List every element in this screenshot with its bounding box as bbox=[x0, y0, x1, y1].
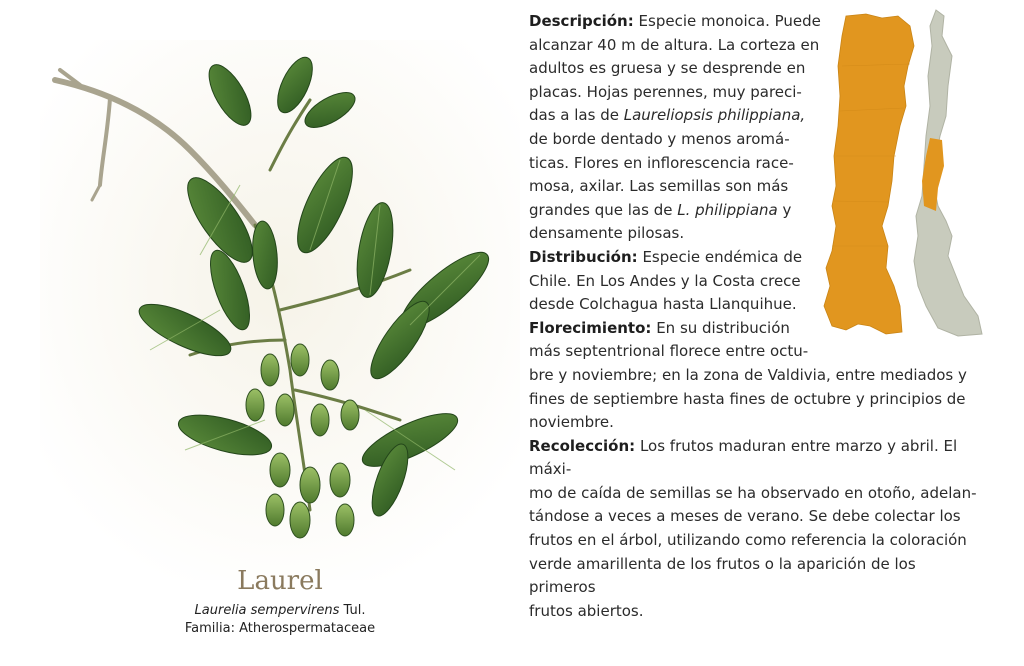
collection-line: verde amarillenta de los frutos o la aparición de los primeros bbox=[529, 554, 916, 597]
plant-caption bbox=[130, 602, 430, 638]
family-label: Familia: bbox=[184, 621, 235, 636]
description-text: Especie monoica. Puede bbox=[638, 12, 821, 30]
collection-line: frutos en el árbol, utilizando como referencia la coloración bbox=[529, 531, 967, 550]
flowering-line-1 bbox=[529, 317, 823, 341]
collection-line: mo de caída de semillas se ha observado en otoño, adelan- bbox=[529, 483, 977, 502]
distribution-section bbox=[529, 246, 823, 317]
description-line-9 bbox=[529, 199, 823, 223]
description-line: densamente pilosas. bbox=[529, 224, 685, 243]
description-text: das a las de bbox=[529, 106, 624, 125]
collection-text: Los frutos maduran entre marzo y abril. El máxi- bbox=[529, 436, 958, 479]
scientific-name: Laurelia sempervirens bbox=[194, 603, 340, 618]
description-text: grandes que las de bbox=[529, 200, 678, 219]
species-text bbox=[529, 10, 985, 623]
description-line-5 bbox=[529, 104, 823, 128]
scientific-name-line bbox=[130, 602, 430, 620]
description-section bbox=[529, 10, 823, 246]
distribution-line-1 bbox=[529, 246, 823, 270]
description-line: adultos es gruesa y se desprende en bbox=[529, 59, 806, 78]
description-line: placas. Hojas perennes, muy pareci- bbox=[529, 82, 802, 101]
collection-line-1 bbox=[529, 435, 985, 482]
description-text: y bbox=[777, 200, 792, 219]
distribution-line: Chile. En Los Andes y la Costa crece bbox=[529, 271, 801, 290]
flowering-line: noviembre. bbox=[529, 413, 614, 432]
collection-label: Recolección: bbox=[529, 436, 636, 455]
flowering-line: bre y noviembre; en la zona de Valdivia, entre mediados y bbox=[529, 365, 967, 384]
description-line: mosa, axilar. Las semillas son más bbox=[529, 177, 789, 196]
description-line-1 bbox=[529, 10, 823, 34]
description-label: Descripción: bbox=[529, 12, 634, 30]
author: Tul. bbox=[343, 603, 366, 618]
family: Atherospermataceae bbox=[239, 621, 376, 636]
collection-section bbox=[529, 435, 985, 624]
common-name: Laurel bbox=[237, 566, 323, 596]
distribution-text: Especie endémica de bbox=[642, 247, 803, 266]
flowering-label: Florecimiento: bbox=[529, 318, 652, 337]
collection-line: frutos abiertos. bbox=[529, 601, 644, 620]
flowering-line: más septentrional florece entre octu- bbox=[529, 342, 809, 361]
family-line bbox=[130, 620, 430, 638]
distribution-line: desde Colchagua hasta Llanquihue. bbox=[529, 295, 797, 314]
description-line: ticas. Flores en inflorescencia race- bbox=[529, 153, 794, 172]
flowering-section bbox=[529, 317, 985, 435]
description-line: alcanzar 40 m de altura. La corteza en bbox=[529, 35, 820, 54]
description-line: de borde dentado y menos aromá- bbox=[529, 129, 790, 148]
flowering-text: En su distribución bbox=[656, 318, 790, 337]
flowering-line: fines de septiembre hasta fines de octubre y principios de bbox=[529, 389, 966, 408]
laurel-illustration bbox=[40, 40, 520, 580]
species-reference: L. philippiana bbox=[677, 200, 778, 219]
collection-line: tándose a veces a meses de verano. Se debe colectar los bbox=[529, 507, 961, 526]
species-reference: Laureliopsis philippiana, bbox=[623, 106, 806, 125]
distribution-label: Distribución: bbox=[529, 247, 638, 266]
